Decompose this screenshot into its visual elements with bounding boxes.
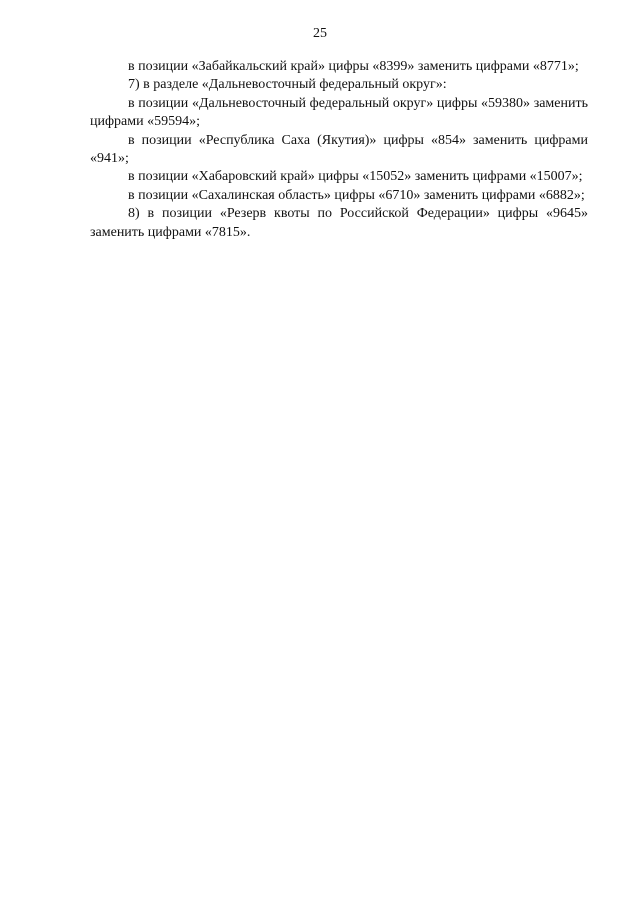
paragraph-far-east-district: в позиции «Дальневосточный федеральный округ» цифры «59380» заменить цифрами «59594»; — [90, 95, 588, 130]
paragraph-zabaikalsky: в позиции «Забайкальский край» цифры «8399» заменить цифрами «8771»; — [128, 59, 579, 74]
page-number: 25 — [313, 26, 327, 41]
paragraph-khabarovsk: в позиции «Хабаровский край» цифры «15052» заменить цифрами «15007»; — [128, 169, 583, 185]
paragraph-sakhalin: в позиции «Сахалинская область» цифры «6710» заменить цифрами «6882»; — [128, 187, 585, 203]
paragraph-quota-reserve: 8) в позиции «Резерв квоты по Российской Федерации» цифры «9645» заменить цифрами «7815». — [90, 206, 588, 240]
paragraph-sakha: в позиции «Республика Саха (Якутия)» цифры «854» заменить цифрами «941»; — [90, 132, 588, 167]
paragraph-section-far-east: 7) в разделе «Дальневосточный федеральный округ»: — [128, 77, 447, 93]
document-body — [90, 58, 588, 242]
